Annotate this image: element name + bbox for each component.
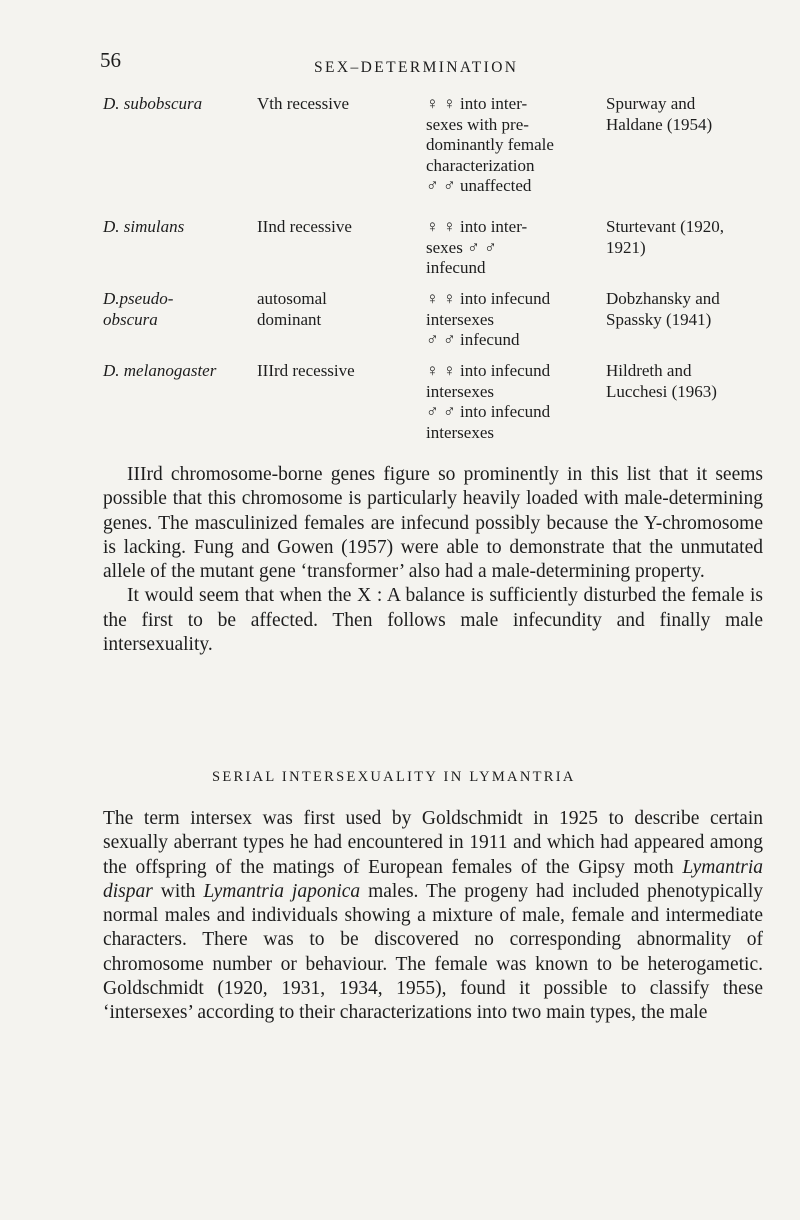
- effect-cell: [426, 94, 616, 197]
- chromosome-cell: [257, 217, 427, 238]
- paragraph: It would seem that when the X : A balance is sufficiently disturbed the female is the first to be affected. Then follows male infecundity and finally male intersexuality.: [103, 585, 763, 656]
- effect-line: ♀ ♀ into inter-: [426, 217, 528, 236]
- effect-line: ♂ ♂ into infecund: [426, 402, 551, 421]
- reference-line: Hildreth and: [606, 361, 692, 380]
- species-line: D. melanogaster: [103, 361, 217, 380]
- effect-line: infecund: [426, 258, 486, 277]
- chromosome-cell: [257, 361, 427, 382]
- effect-line: ♀ ♀ into infecund: [426, 289, 551, 308]
- reference-cell: [606, 361, 800, 402]
- chromosome-line: autosomal: [257, 289, 327, 308]
- reference-cell: [606, 289, 800, 330]
- table-row: [103, 289, 783, 361]
- reference-line: Lucchesi (1963): [606, 381, 717, 401]
- species-line: D.pseudo-: [103, 289, 174, 308]
- intersex-gene-table: [103, 94, 783, 451]
- effect-line: sexes ♂ ♂: [426, 237, 497, 257]
- paragraph-text: males. The progeny had included phenotypically normal males and individuals showing a mixture of male, female and intermediate characters. There was to be discovered no corresponding abnormality of chromosome number or behaviour. The female was known to be heterogametic. Goldschmidt (1920, 1931, 1934, 1955), found it possible to classify these ‘intersexes’ according to their characterizations into two main types, the male: [103, 880, 763, 1024]
- body-text-top: [103, 463, 763, 657]
- species-name-italic: Lymantria dispar: [103, 856, 763, 902]
- reference-line: Spurway and: [606, 94, 696, 113]
- species-cell: [103, 217, 263, 238]
- table-row: [103, 217, 783, 289]
- chromosome-line: dominant: [257, 309, 322, 329]
- table-row: [103, 361, 783, 451]
- chromosome-line: IIIrd recessive: [257, 361, 355, 380]
- species-line: obscura: [103, 309, 158, 329]
- chromosome-line: IInd recessive: [257, 217, 352, 236]
- paragraph: IIIrd chromosome-borne genes figure so prominently in this list that it seems possible that this chromosome is particularly heavily loaded with male-determining genes. The masculinized females are infecund possibly because the Y-chromosome is lacking. Fung and Gowen (1957) were able to demonstrate that the unmutated allele of the mutant gene ‘transformer’ also had a male-determining property.: [103, 464, 763, 583]
- reference-line: 1921): [606, 237, 646, 257]
- chromosome-cell: [257, 94, 427, 115]
- species-name-italic: Lymantria japonica: [203, 880, 361, 902]
- effect-line: ♀ ♀ into infecund: [426, 361, 551, 380]
- chromosome-line: Vth recessive: [257, 94, 350, 113]
- effect-line: sexes with pre-: [426, 114, 529, 134]
- effect-line: intersexes: [426, 309, 494, 329]
- effect-line: intersexes: [426, 422, 494, 442]
- effect-cell: [426, 289, 616, 351]
- reference-line: Dobzhansky and: [606, 289, 720, 308]
- species-line: D. subobscura: [103, 94, 203, 113]
- effect-cell: [426, 217, 616, 279]
- chromosome-cell: [257, 289, 427, 330]
- section-heading: SERIAL INTERSEXUALITY IN LYMANTRIA: [212, 769, 576, 785]
- effect-line: intersexes: [426, 381, 494, 401]
- paragraph-text: The term intersex was first used by Goldschmidt in 1925 to describe certain sexually aberrant types he had encountered in 1911 and which had appeared among the offspring of the matings of European females of the Gipsy moth: [103, 808, 763, 878]
- reference-line: Spassky (1941): [606, 309, 712, 329]
- effect-line: characterization: [426, 155, 535, 175]
- effect-line: ♀ ♀ into inter-: [426, 94, 528, 113]
- paragraph: [103, 807, 763, 1026]
- effect-line: ♂ ♂ infecund: [426, 330, 520, 349]
- effect-line: ♂ ♂ unaffected: [426, 176, 532, 195]
- paragraph-text: with: [152, 880, 204, 902]
- reference-line: Sturtevant (1920,: [606, 217, 725, 236]
- species-cell: [103, 289, 263, 330]
- species-cell: [103, 94, 263, 115]
- effect-cell: [426, 361, 616, 443]
- effect-line: dominantly female: [426, 135, 554, 154]
- page-number: 56: [100, 48, 121, 72]
- running-head: SEX–DETERMINATION: [314, 59, 519, 76]
- body-text-section: [103, 807, 763, 1026]
- reference-cell: [606, 94, 800, 135]
- reference-cell: [606, 217, 800, 258]
- reference-line: Haldane (1954): [606, 114, 713, 134]
- species-line: D. simulans: [103, 217, 185, 236]
- table-row: [103, 94, 783, 217]
- species-cell: [103, 361, 263, 382]
